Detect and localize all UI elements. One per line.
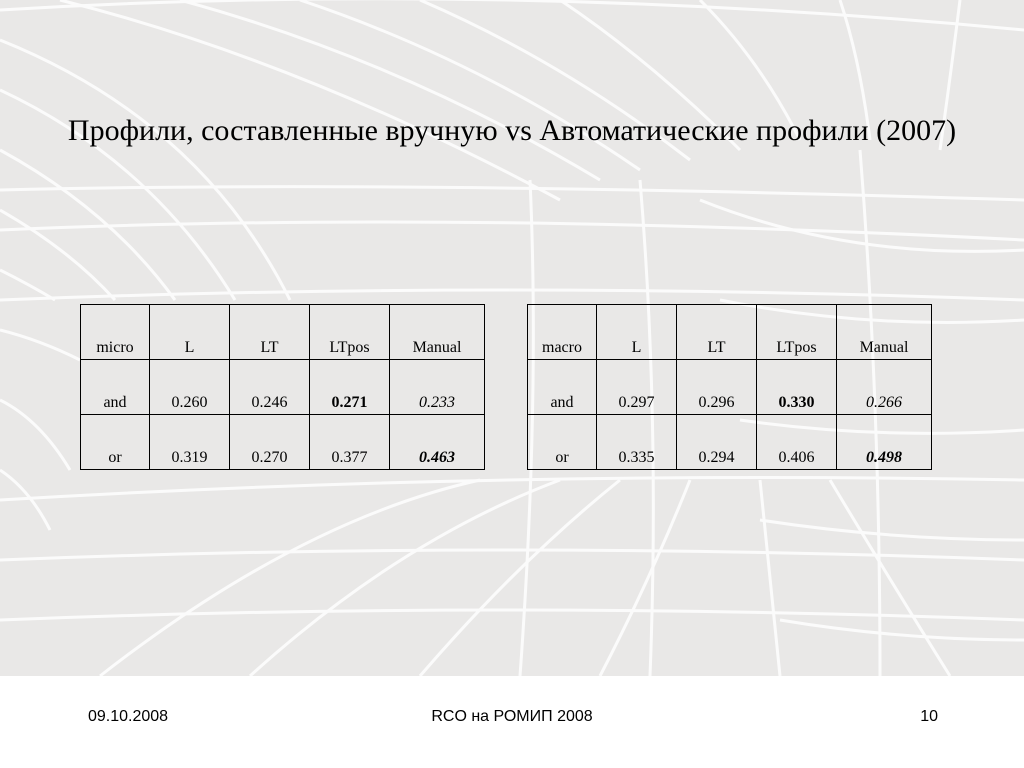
slide-title: Профили, составленные вручную vs Автоматические профили (2007) bbox=[67, 114, 957, 147]
footer-date: 09.10.2008 bbox=[88, 708, 169, 725]
macro-results-table bbox=[527, 304, 932, 470]
row-label-and: and bbox=[81, 360, 150, 415]
header-cell-manual: Manual bbox=[837, 305, 932, 360]
header-cell-l: L bbox=[150, 305, 230, 360]
table-header-row bbox=[81, 305, 485, 360]
table-header-row bbox=[528, 305, 932, 360]
micro-results-table bbox=[80, 304, 485, 470]
table-cell: 0.406 bbox=[757, 415, 837, 470]
table-cell: 0.319 bbox=[150, 415, 230, 470]
footer-title: RCO на РОМИП 2008 bbox=[431, 708, 593, 725]
table-cell-bold: 0.330 bbox=[757, 360, 837, 415]
table-cell: 0.296 bbox=[677, 360, 757, 415]
header-cell-lt: LT bbox=[230, 305, 310, 360]
table-row bbox=[81, 415, 485, 470]
header-cell-ltpos: LTpos bbox=[310, 305, 390, 360]
table-cell-bold: 0.271 bbox=[310, 360, 390, 415]
table-row bbox=[528, 415, 932, 470]
table-cell-italic: 0.266 bbox=[837, 360, 932, 415]
row-label-and: and bbox=[528, 360, 597, 415]
table-cell: 0.246 bbox=[230, 360, 310, 415]
table-cell-bold-italic: 0.463 bbox=[390, 415, 485, 470]
header-cell-manual: Manual bbox=[390, 305, 485, 360]
header-cell-macro: macro bbox=[528, 305, 597, 360]
table-cell: 0.294 bbox=[677, 415, 757, 470]
table-cell-bold-italic: 0.498 bbox=[837, 415, 932, 470]
header-cell-l: L bbox=[597, 305, 677, 360]
header-cell-lt: LT bbox=[677, 305, 757, 360]
header-cell-micro: micro bbox=[81, 305, 150, 360]
header-cell-ltpos: LTpos bbox=[757, 305, 837, 360]
row-label-or: or bbox=[81, 415, 150, 470]
row-label-or: or bbox=[528, 415, 597, 470]
table-cell: 0.270 bbox=[230, 415, 310, 470]
table-cell: 0.335 bbox=[597, 415, 677, 470]
table-row bbox=[81, 360, 485, 415]
table-cell: 0.260 bbox=[150, 360, 230, 415]
table-cell: 0.377 bbox=[310, 415, 390, 470]
table-row bbox=[528, 360, 932, 415]
table-cell: 0.297 bbox=[597, 360, 677, 415]
table-cell-italic: 0.233 bbox=[390, 360, 485, 415]
page-number: 10 bbox=[920, 708, 938, 725]
